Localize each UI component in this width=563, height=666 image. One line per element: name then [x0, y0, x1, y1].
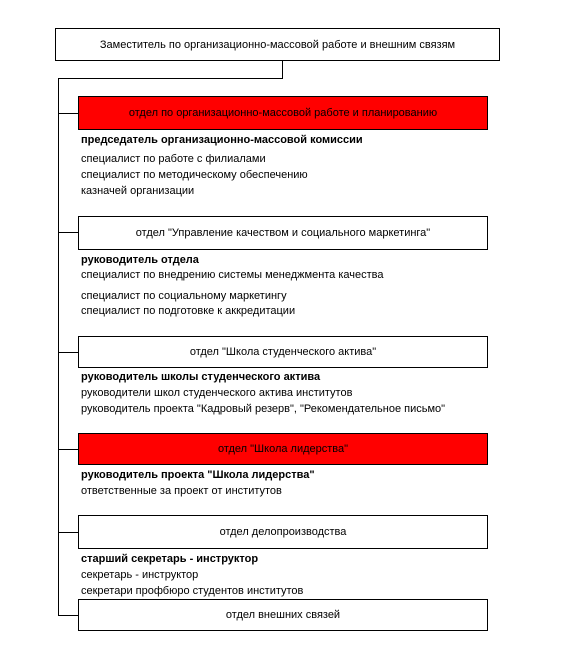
connector-branch-1 — [58, 113, 78, 114]
department-title: отдел "Школа студенческого актива" — [189, 346, 377, 358]
connector-branch-2 — [58, 232, 78, 233]
department-box-leadership — [78, 433, 488, 465]
department-box-external-relations — [78, 599, 488, 631]
department-title: отдел по организационно-массовой работе и планированию — [128, 107, 438, 119]
deputy-box — [55, 28, 500, 61]
staff-item: руководители школ студенческого актива институтов — [81, 387, 353, 399]
connector-top-down — [282, 61, 283, 78]
staff-item: специалист по внедрению системы менеджмента качества — [81, 269, 384, 281]
staff-item: ответственные за проект от институтов — [81, 485, 282, 497]
connector-branch-6 — [58, 615, 78, 616]
department-title: отдел делопроизводства — [219, 526, 347, 538]
staff-item: специалист по подготовке к аккредитации — [81, 305, 296, 317]
connector-trunk — [58, 78, 59, 615]
connector-branch-3 — [58, 352, 78, 353]
connector-branch-5 — [58, 532, 78, 533]
department-head: старший секретарь - инструктор — [81, 553, 259, 565]
staff-item: руководитель проекта "Кадровый резерв", "Рекомендательное письмо" — [81, 403, 446, 415]
department-head: руководитель проекта "Школа лидерства" — [81, 469, 315, 481]
staff-item: специалист по работе с филиалами — [81, 153, 266, 165]
department-title: отдел внешних связей — [225, 609, 341, 621]
connector-horizontal — [58, 78, 283, 79]
staff-item: казначей организации — [81, 185, 195, 197]
staff-item: специалист по методическому обеспечению — [81, 169, 308, 181]
staff-item: секретарь - инструктор — [81, 569, 199, 581]
department-box-org-mass — [78, 96, 488, 130]
department-head: руководитель школы студенческого актива — [81, 371, 321, 383]
department-title: отдел "Школа лидерства" — [217, 443, 349, 455]
department-box-records — [78, 515, 488, 549]
department-box-student-activists — [78, 336, 488, 368]
department-head: председатель организационно-массовой комиссии — [81, 134, 363, 146]
department-box-quality — [78, 216, 488, 250]
staff-item: секретари профбюро студентов институтов — [81, 585, 304, 597]
deputy-label: Заместитель по организационно-массовой работе и внешним связям — [99, 38, 456, 51]
department-head: руководитель отдела — [81, 254, 199, 266]
connector-branch-4 — [58, 449, 78, 450]
department-title: отдел "Управление качеством и социального маркетинга" — [135, 227, 431, 239]
staff-item: специалист по социальному маркетингу — [81, 290, 287, 302]
